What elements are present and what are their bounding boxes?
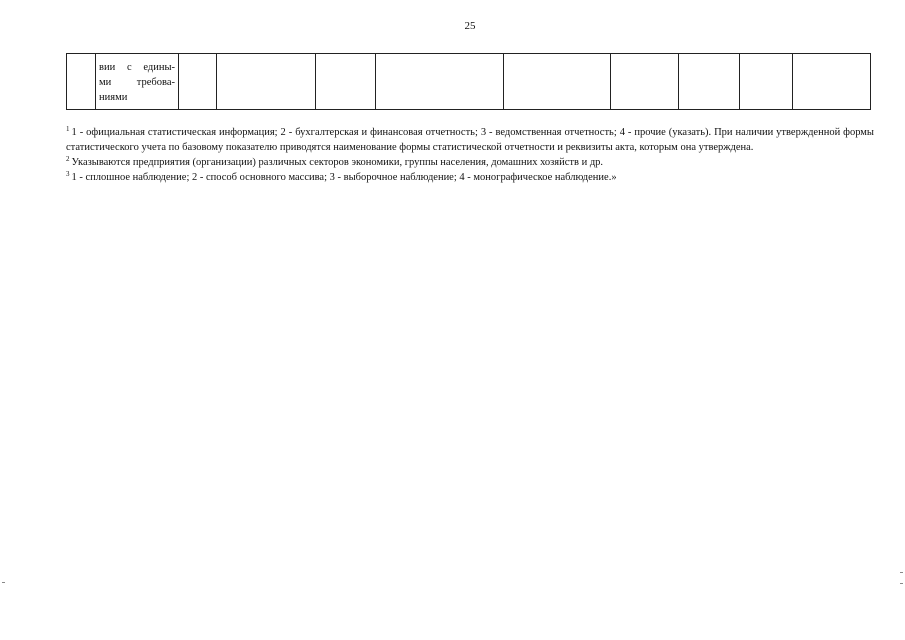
continuation-table <box>66 53 871 110</box>
footnotes <box>66 125 874 185</box>
table-cell <box>504 54 611 110</box>
footnote-text: 1 - сплошное наблюдение; 2 - способ основного массива; 3 - выборочное наблюдение; 4 - монографическое наблюдение.» <box>71 172 617 183</box>
table-cell <box>740 54 793 110</box>
table-cell <box>179 54 217 110</box>
table-cell <box>376 54 504 110</box>
table-cell <box>316 54 376 110</box>
footnote <box>66 125 874 155</box>
scan-edge-mark <box>2 582 5 583</box>
scan-edge-mark <box>900 572 903 573</box>
table-cell <box>611 54 679 110</box>
cell-line: вии с едины- <box>99 62 175 73</box>
cell-line: ми требова- <box>99 77 175 88</box>
footnote <box>66 170 874 185</box>
cell-line: ниями <box>99 92 128 103</box>
footnote-text: 1 - официальная статистическая информация; 2 - бухгалтерская и финансовая отчетность; 3 - ведомственная отчетность; 4 - прочие (указать). При наличии утвержденной формы статистического учета по базовому показателю приводятся наименование формы статистической отчетности и реквизиты акта, которым она утверждена. <box>66 127 874 153</box>
footnote-text: Указываются предприятия (организации) различных секторов экономики, группы населения, домашних хозяйств и др. <box>71 157 604 168</box>
table-cell <box>67 54 96 110</box>
table-row <box>67 54 871 110</box>
table-cell-requirements <box>96 54 179 110</box>
footnote-marker: 2 <box>66 155 70 163</box>
footnote-marker: 1 <box>66 125 70 133</box>
table-cell <box>679 54 740 110</box>
scan-edge-mark <box>900 583 903 584</box>
footnote-marker: 3 <box>66 170 70 178</box>
page-number: 25 <box>464 20 476 32</box>
table-cell <box>793 54 871 110</box>
footnote <box>66 155 874 170</box>
table-cell <box>217 54 316 110</box>
